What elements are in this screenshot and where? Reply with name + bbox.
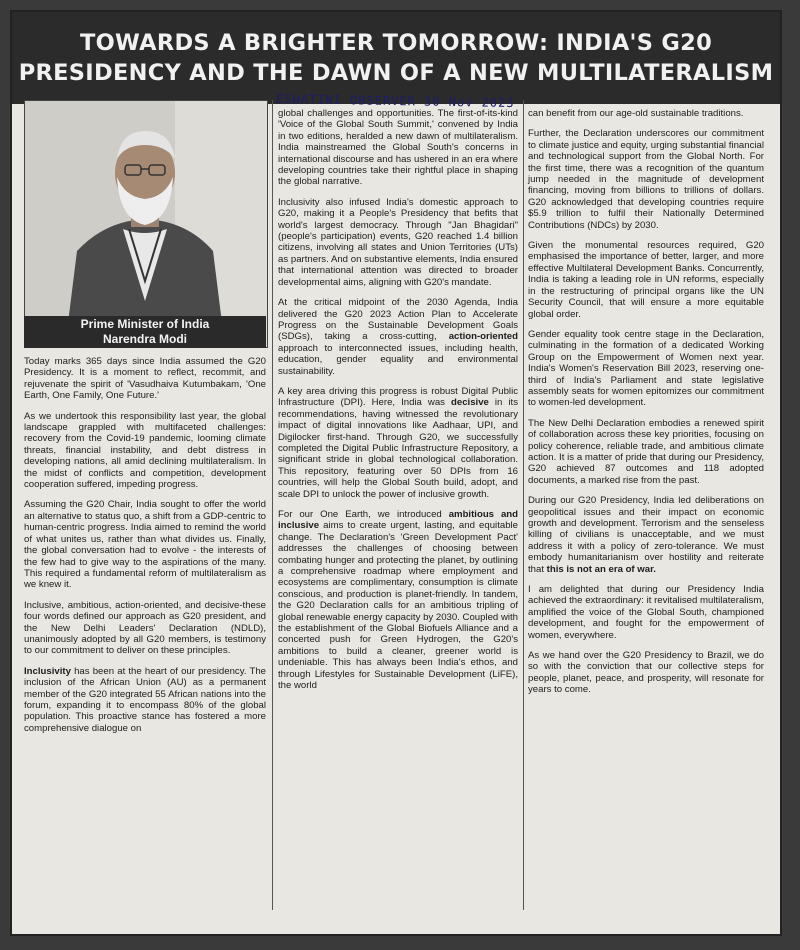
paragraph: I am delighted that during our Presidency India achieved the extraordinary: it revitalised multilateralism, amplified the voice of the Global South, championed development, and fought for the empowerment of women, everywhere. bbox=[528, 584, 764, 641]
paragraph: global challenges and opportunities. The first-of-its-kind 'Voice of the Global South Summit,' convened by India in two editions, heralded a new dawn of multilateralism. India mainstreamed the Global South's concerns in international discourse and has ushered in an era where developing countries take their rightful place in shaping the global narrative. bbox=[278, 108, 518, 188]
bold-phrase: ambitious and inclusive bbox=[278, 509, 519, 532]
paragraph: The New Delhi Declaration embodies a renewed spirit of collaboration across these key priorities, focusing on policy coherence, reliable trade, and ambitious climate action. It is a matter of pride that during our Presidency, G20 achieved 87 outcomes and 118 adopted documents, a marked rise from the past. bbox=[528, 417, 764, 486]
paragraph-text: During our G20 Presidency, India led deliberations on geopolitical issues and their impact on economic growth and development. Terrorism and the senseless killing of civilians is unacceptable, and we must address it with a policy of zero-tolerance. We must embody humanitarianism over hostility and reiterate that bbox=[528, 495, 764, 575]
paragraph bbox=[24, 666, 266, 734]
article-column-2 bbox=[278, 108, 518, 701]
portrait-illustration bbox=[25, 101, 267, 347]
paragraph: Inclusive, ambitious, action-oriented, and decisive-these four words defined our approach as G20 president, and the New Delhi Leaders' Declaration (NDLD), unanimously adopted by all G20 members, is testimony to our commitment to deliver on these principles. bbox=[24, 599, 266, 657]
paragraph bbox=[278, 386, 518, 500]
paragraph: Gender equality took centre stage in the Declaration, culminating in the formation of a dedicated Working Group on the Empowerment of Women next year. India's Women's Reservation Bill 2023, reserving one-third of India's Parliament and state legislative assembly seats for women epitomizes our commitment to women-led development. bbox=[528, 328, 764, 409]
paragraph bbox=[278, 297, 518, 377]
column-divider bbox=[272, 100, 273, 910]
paragraph-text: has been at the heart of our presidency. The inclusion of the African Union (AU) as a permanent member of the G20 integrated 55 African nations into the forum, expanding it to encompass 80% of the global population. This proactive stance has fostered a more comprehensive dialogue on bbox=[24, 665, 266, 734]
bold-phrase: action-oriented bbox=[448, 331, 518, 343]
paragraph: Today marks 365 days since India assumed the G20 Presidency. It is a moment to reflect, recommit, and rejuvenate the spirit of 'Vasudhaiva Kutumbakam, 'One Earth, One Family, One Future.' bbox=[24, 356, 266, 402]
paragraph-text: At the critical midpoint of the 2030 Agenda, India delivered the G20 2023 Action Plan to Accelerate Progress on the Sustainable Development Goals (SDGs), taking a cross-cutting, bbox=[278, 297, 518, 343]
paragraph: As we hand over the G20 Presidency to Brazil, we do so with the conviction that our collective steps for people, planet, peace, and prosperity, will resonate for years to come. bbox=[528, 650, 764, 696]
article-column-3 bbox=[528, 108, 764, 705]
handwritten-note: ESWATINI OBSERVER 30 Nov 2023 bbox=[275, 91, 515, 111]
paragraph bbox=[528, 495, 764, 575]
bold-phrase: this is not an era of war. bbox=[546, 563, 656, 575]
portrait-photo bbox=[24, 100, 268, 348]
paragraph-text: A key area driving this progress is robust Digital Public Infrastructure (DPI). Here, India was bbox=[278, 385, 518, 409]
paragraph-text: aims to create urgent, lasting, and equitable change. The Declaration's 'Green Development Pact' addresses the challenges of choosing between combating hunger and protecting the planet, by outlining a comprehensive roadmap where employment and ecosystems are complimentary, consumption is climate conscious, and production is planet-friendly. In tandem, the G20 Declaration calls for an ambitious tripling of global renewable energy capacity by 2030. Coupled with the establishment of the Global Biofuels Alliance and a concerted push for Green Hydrogen, the G20's ambitions to build a cleaner, greener world is undeniable. This has always been India's ethos, and through Lifestyles for Sustainable Development (LiFE), the world bbox=[278, 520, 518, 692]
article-column-1 bbox=[24, 356, 266, 743]
photo-caption bbox=[24, 316, 266, 348]
paragraph-text: For our One Earth, we introduced bbox=[278, 509, 449, 520]
paragraph: Inclusivity also infused India's domestic approach to G20, making it a People's Presidency that befits that world's largest democracy. Through "Jan Bhagidari" (people's participation) events, G20 reached 1.4 billion citizens, involving all states and Union Territories (UTs) as partners. And on substantive elements, India ensured that international attention was directed to broader developmental aims, aligning with G20's mandate. bbox=[278, 196, 518, 288]
bold-phrase: Inclusivity bbox=[24, 665, 71, 677]
paragraph: Assuming the G20 Chair, India sought to offer the world an alternative to status quo, a shift from a GDP-centric to human-centric progress. India aimed to remind the world of what unites us, rather than what divides us. Finally, the global conversation had to evolve - the interests of the few had to give way to the aspirations of the many. This required a fundamental reform of multilateralism as we knew it. bbox=[24, 499, 266, 591]
paragraph: can benefit from our age-old sustainable traditions. bbox=[528, 108, 744, 119]
paragraph: Further, the Declaration underscores our commitment to climate justice and equity, urging substantial financial and technological support from the Global North. For the first time, there was a recognition of the quantum jump needed in the magnitude of development financing, moving from billions to trillions of dollars. G20 acknowledged that developing countries require $5.9 trillion to fulfil their Nationally Determined Contributions (NDCs) by 2030. bbox=[528, 128, 764, 231]
headline-line-2: PRESIDENCY AND THE DAWN OF A NEW MULTILATERALISM bbox=[18, 60, 774, 86]
paragraph bbox=[278, 509, 518, 692]
caption-title: Prime Minister of India bbox=[80, 317, 210, 331]
paragraph: As we undertook this responsibility last year, the global landscape grappled with multifaceted challenges: recovery from the Covid-19 pandemic, looming climate threats, financial instability, and debt distress in developing nations, all amid declining multilateralism. In the midst of conflicts and competition, development cooperation suffered, impeding progress. bbox=[24, 410, 266, 491]
bold-phrase: decisive bbox=[451, 397, 489, 409]
paragraph-text: approach to interconnected issues, including health, education, gender equality and environmental sustainability. bbox=[278, 342, 518, 377]
paragraph: Given the monumental resources required, G20 emphasised the importance of better, larger, and more effective Multilateral Development Banks. Concurrently, India is taking a leading role in UN reforms, especially in the restructuring of principal organs like the UN Security Council, that will ensure a more equitable global order. bbox=[528, 240, 764, 320]
headline-line-1: TOWARDS A BRIGHTER TOMORROW: INDIA'S G20 bbox=[79, 30, 713, 56]
headline-banner bbox=[12, 12, 780, 104]
caption-name: Narendra Modi bbox=[102, 332, 187, 346]
paragraph-text: in its recommendations, having witnessed the revolutionary impact of digital innovations like Aadhaar, UPI, and Digilocker first-hand. Through G20, we successfully completed the Digital Public Infrastructure Repository, a significant stride in global technological collaboration. This repository, featuring over 50 DPIs from 16 countries, will help the Global South build, adopt, and scale DPI to unlock the power of inclusive growth. bbox=[278, 397, 518, 500]
column-divider bbox=[523, 100, 524, 910]
